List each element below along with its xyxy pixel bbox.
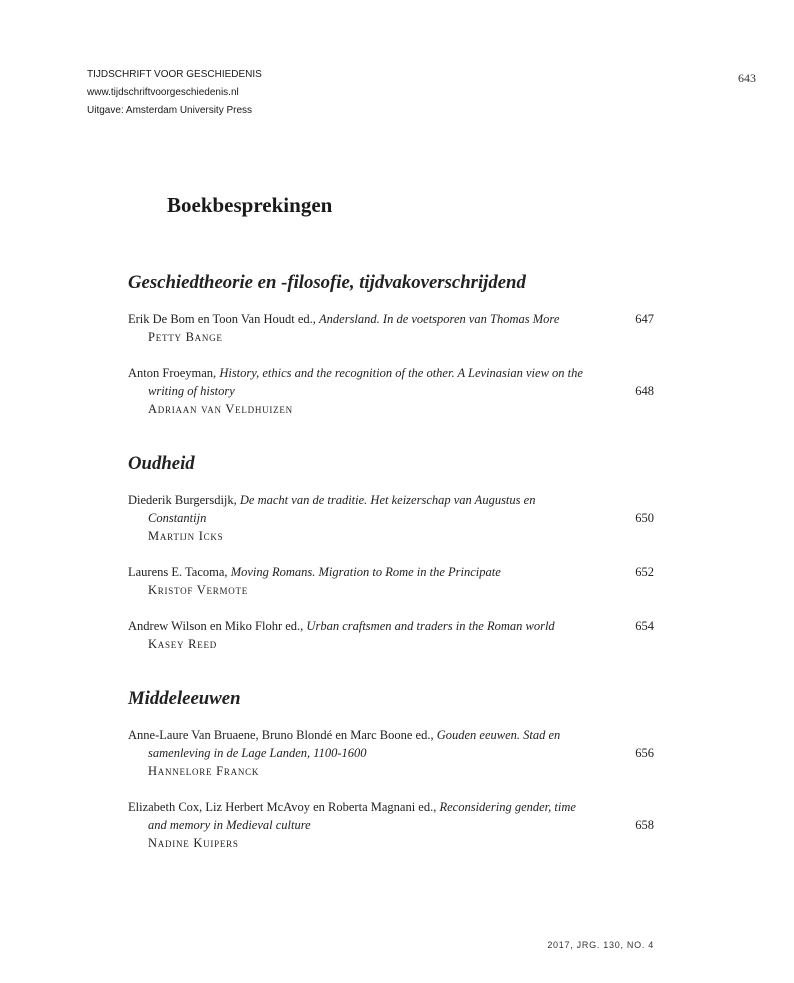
- table-of-contents: [128, 274, 654, 889]
- journal-name: TIJDSCHRIFT VOOR GESCHIEDENIS: [87, 69, 262, 80]
- book-title-continued: writing of history: [148, 384, 235, 398]
- toc-section: [128, 690, 654, 852]
- entry-text: [148, 509, 220, 527]
- entry-text: [148, 382, 249, 400]
- reviewer-name: Kristof Vermote: [148, 583, 249, 597]
- entry-line: [128, 310, 654, 328]
- entry-page-number: 647: [635, 312, 654, 326]
- entry-text: [128, 617, 569, 635]
- book-authors: Anton Froeyman,: [128, 366, 220, 380]
- entry-text: [128, 364, 597, 382]
- entry-line: [128, 491, 654, 509]
- entry-text: [148, 744, 381, 762]
- toc-section: [128, 274, 654, 418]
- toc-section: [128, 455, 654, 653]
- entry-line: [128, 798, 654, 816]
- entry-line: [128, 563, 654, 581]
- entry-line: [128, 617, 654, 635]
- book-authors: Elizabeth Cox, Liz Herbert McAvoy en Roberta Magnani ed.,: [128, 800, 440, 814]
- book-authors: Anne-Laure Van Bruaene, Bruno Blondé en Marc Boone ed.,: [128, 728, 437, 742]
- book-authors: Laurens E. Tacoma,: [128, 565, 231, 579]
- section-heading: Oudheid: [128, 453, 195, 474]
- review-entry[interactable]: [128, 563, 654, 599]
- entry-line: [128, 744, 654, 762]
- book-title-continued: samenleving in de Lage Landen, 1100-1600: [148, 746, 367, 760]
- entry-line: [128, 509, 654, 527]
- page-title: Boekbesprekingen: [167, 193, 333, 217]
- book-title-continued: Constantijn: [148, 511, 207, 525]
- section-heading: Geschiedtheorie en -filosofie, tijdvakoverschrijdend: [128, 272, 526, 293]
- review-entry[interactable]: [128, 364, 654, 418]
- publisher: Uitgave: Amsterdam University Press: [87, 105, 253, 116]
- book-title: Moving Romans. Migration to Rome in the Principate: [230, 565, 501, 579]
- entry-text: [128, 563, 515, 581]
- section-heading: Middeleeuwen: [128, 688, 241, 709]
- review-entry[interactable]: [128, 310, 654, 346]
- book-authors: Diederik Burgersdijk,: [128, 493, 240, 507]
- entry-page-number: 658: [635, 818, 654, 832]
- entry-line: [128, 816, 654, 834]
- entry-line: [128, 726, 654, 744]
- entry-page-number: 656: [635, 746, 654, 760]
- book-title: Urban craftsmen and traders in the Roman world: [306, 619, 555, 633]
- reviewer-name: Adriaan van Veldhuizen: [148, 402, 293, 416]
- page-number: 643: [738, 71, 756, 85]
- entry-text: [128, 798, 590, 816]
- entry-page-number: 648: [635, 384, 654, 398]
- entry-page-number: 654: [635, 619, 654, 633]
- review-entry[interactable]: [128, 491, 654, 545]
- entry-text: [128, 726, 574, 744]
- reviewer-name: Nadine Kuipers: [148, 836, 239, 850]
- entry-text: [128, 310, 573, 328]
- entry-page-number: 650: [635, 511, 654, 525]
- reviewer-name: Petty Bange: [148, 330, 223, 344]
- book-authors: Erik De Bom en Toon Van Houdt ed.,: [128, 312, 320, 326]
- entry-text: [128, 491, 549, 509]
- entry-line: [128, 382, 654, 400]
- entry-line: [128, 364, 654, 382]
- review-entry[interactable]: [128, 726, 654, 780]
- issue-footer: 2017, JRG. 130, NO. 4: [547, 940, 654, 950]
- reviewer-name: Martijn Icks: [148, 529, 224, 543]
- reviewer-name: Hannelore Franck: [148, 764, 260, 778]
- review-entry[interactable]: [128, 617, 654, 653]
- review-entry[interactable]: [128, 798, 654, 852]
- journal-website[interactable]: www.tijdschriftvoorgeschiedenis.nl: [87, 87, 239, 98]
- book-title: Andersland. In de voetsporen van Thomas More: [319, 312, 560, 326]
- reviewer-name: Kasey Reed: [148, 637, 217, 651]
- book-title: De macht van de traditie. Het keizerschap van Augustus en: [239, 493, 536, 507]
- book-authors: Andrew Wilson en Miko Flohr ed.,: [128, 619, 307, 633]
- book-title: Gouden eeuwen. Stad en: [436, 728, 561, 742]
- entry-text: [148, 816, 325, 834]
- masthead: [87, 66, 262, 120]
- entry-page-number: 652: [635, 565, 654, 579]
- book-title: Reconsidering gender, time: [439, 800, 576, 814]
- book-title-continued: and memory in Medieval culture: [148, 818, 311, 832]
- book-title: History, ethics and the recognition of the other. A Levinasian view on the: [219, 366, 583, 380]
